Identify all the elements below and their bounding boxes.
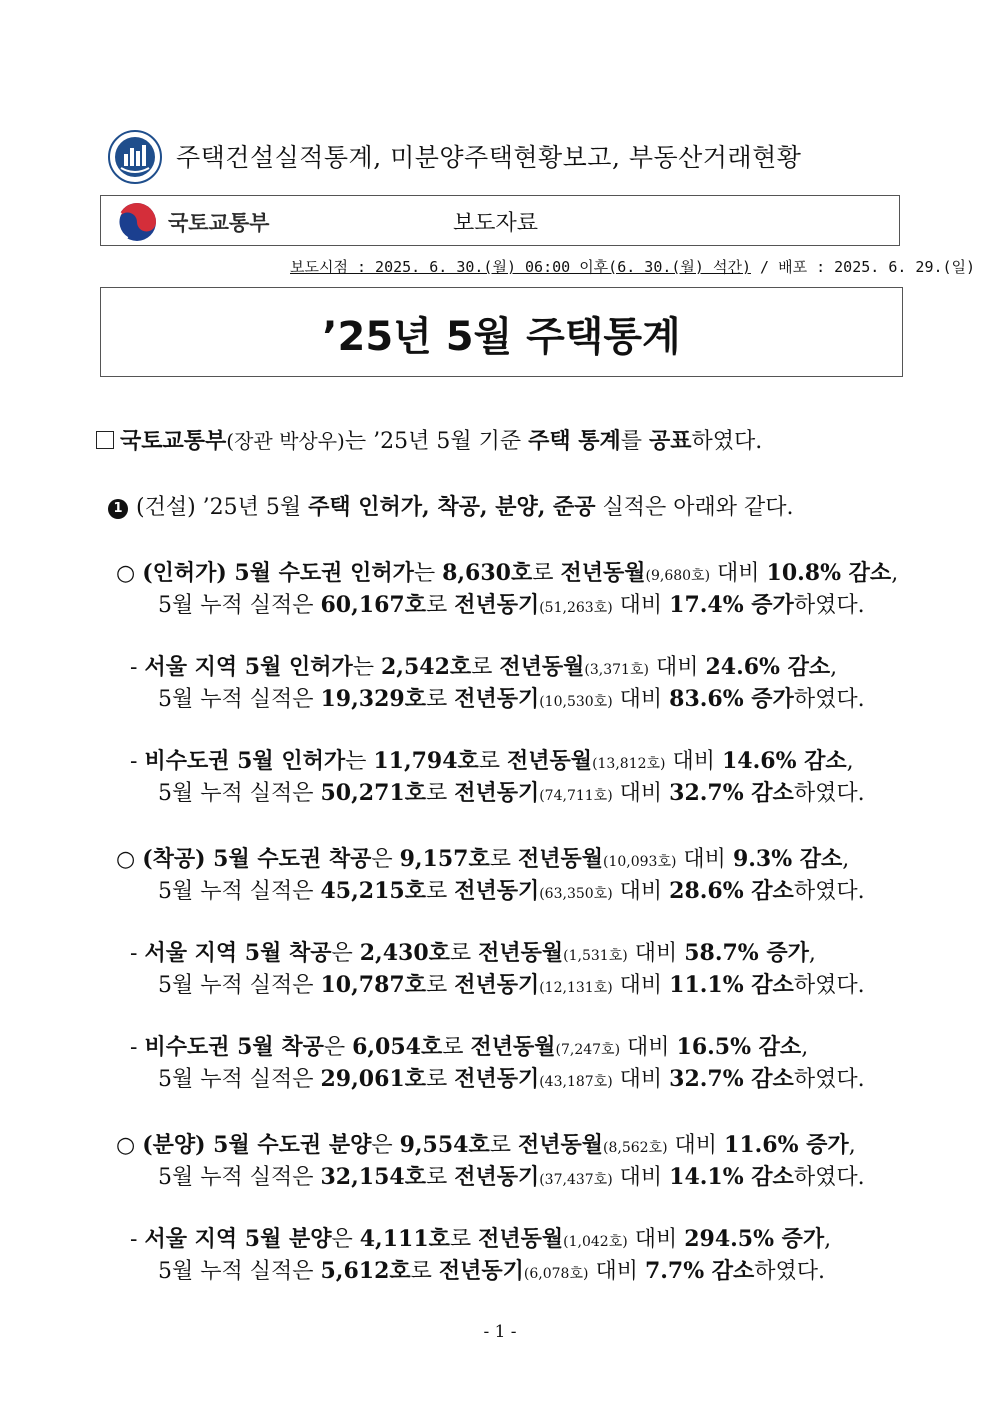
text-span: , — [830, 655, 838, 680]
item-cumulative-value: 19,329호 — [320, 686, 426, 712]
item-reference-value: (1,531호) — [563, 948, 628, 964]
item-3-line-1 — [116, 842, 849, 873]
text-span: 대비 — [710, 561, 767, 586]
item-cumulative-value: 10,787호 — [320, 972, 426, 998]
item-cumulative-value: 29,061호 — [320, 1066, 426, 1092]
distribution-date: / 배포 : 2025. 6. 29.(일) — [750, 258, 976, 276]
text-span: 대비 — [588, 1259, 645, 1284]
text-span: 하였다. — [793, 973, 865, 998]
text-span: 대비 — [627, 1227, 685, 1252]
press-release-label: 보도자료 — [453, 211, 539, 236]
text-span: 로 — [425, 879, 455, 904]
item-change: 7.7% 감소 — [644, 1258, 755, 1284]
text-span: 하였다. — [754, 1259, 826, 1284]
item-bullet: - — [130, 749, 145, 774]
item-cumulative-value: 50,271호 — [320, 780, 426, 806]
item-label: 비수도권 5월 착공 — [144, 1034, 324, 1060]
item-bullet: ○ — [116, 1133, 143, 1158]
item-value: 8,630호 — [442, 560, 533, 586]
text-span: 은 — [371, 1133, 400, 1158]
text-span: 대비 — [648, 655, 706, 680]
text-span: 은 — [331, 941, 360, 966]
statistics-korea-logo-icon — [108, 130, 162, 184]
item-reference: 전년동기 — [454, 780, 540, 806]
filled-circle-number-icon: 1 — [108, 499, 128, 519]
text-span: 로 — [478, 749, 508, 774]
ministry-name: 국토교통부 — [168, 211, 270, 235]
text-span: , — [808, 941, 816, 966]
text-span: 로 — [425, 781, 455, 806]
text-span: , — [842, 847, 850, 872]
item-7-line-2 — [158, 1254, 825, 1285]
item-reference-value: (37,437호) — [539, 1172, 613, 1188]
text-span: 5월 누적 실적은 — [158, 1165, 321, 1190]
release-info — [290, 256, 975, 277]
item-reference: 전년동기 — [454, 1066, 540, 1092]
text-span: 5월 누적 실적은 — [158, 1067, 321, 1092]
item-change: 11.6% 증가 — [724, 1132, 849, 1158]
text-span: 대비 — [676, 847, 733, 872]
text-span: 은 — [371, 847, 400, 872]
item-label: 비수도권 5월 인허가 — [144, 748, 346, 774]
document-title: ’25년 5월 주택통계 — [322, 314, 681, 360]
item-bullet: - — [130, 1035, 145, 1060]
text-span: 로 — [425, 1067, 455, 1092]
item-reference-value: (12,131호) — [539, 980, 613, 996]
item-reference: 전년동월 — [560, 560, 646, 586]
item-5-line-1 — [130, 1030, 808, 1061]
text-span: 하였다. — [793, 1165, 865, 1190]
item-change: 16.5% 감소 — [676, 1034, 802, 1060]
item-change: 10.8% 감소 — [766, 560, 892, 586]
item-4-line-2 — [158, 968, 865, 999]
release-time: 보도시점 : 2025. 6. 30.(월) 06:00 이후(6. 30.(월) 석간) — [290, 258, 751, 276]
text-span: 대비 — [627, 941, 685, 966]
text-span: 로 — [425, 973, 455, 998]
item-reference: 전년동기 — [454, 592, 540, 618]
text-span: 하였다. — [793, 1067, 865, 1092]
item-label: 서울 지역 5월 인허가 — [144, 654, 353, 680]
item-value: 11,794호 — [373, 748, 479, 774]
text-span: 로 — [449, 941, 479, 966]
item-reference-value: (51,263호) — [539, 600, 613, 616]
stats-title: 주택건설실적통계, 미분양주택현황보고, 부동산거래현황 — [176, 143, 802, 172]
text-span: 로 — [410, 1259, 439, 1284]
item-0-line-2 — [158, 588, 865, 619]
text-span: 대비 — [667, 1133, 725, 1158]
text-span: 하였다. — [793, 687, 865, 712]
text-span: 로 — [449, 1227, 479, 1252]
item-reference: 전년동기 — [438, 1258, 524, 1284]
item-6-line-1 — [116, 1128, 856, 1159]
text-span: 은 — [331, 1227, 360, 1252]
item-label: (인허가) 5월 수도권 인허가 — [142, 560, 414, 586]
item-change: 17.4% 증가 — [669, 592, 794, 618]
item-cumulative-value: 60,167호 — [320, 592, 426, 618]
text-span: 로 — [532, 561, 561, 586]
text-span: 5월 누적 실적은 — [158, 879, 321, 904]
text-span: 로 — [425, 687, 455, 712]
item-value: 9,157호 — [399, 846, 490, 872]
text-span: 로 — [489, 847, 518, 872]
item-reference-value: (13,812호) — [592, 756, 666, 772]
item-label: 서울 지역 5월 분양 — [144, 1226, 332, 1252]
item-value: 6,054호 — [352, 1034, 443, 1060]
item-change: 14.1% 감소 — [669, 1164, 794, 1190]
item-4-line-1 — [130, 936, 816, 967]
text-span: 는 — [352, 655, 381, 680]
item-1-line-1 — [130, 650, 837, 681]
item-reference: 전년동기 — [454, 878, 540, 904]
item-change: 58.7% 증가 — [684, 940, 809, 966]
item-value: 9,554호 — [399, 1132, 490, 1158]
item-change: 28.6% 감소 — [669, 878, 794, 904]
item-bullet: - — [130, 941, 145, 966]
item-reference-value: (9,680호) — [645, 568, 711, 584]
item-change: 14.6% 감소 — [722, 748, 847, 774]
item-reference-value: (3,371호) — [584, 662, 649, 678]
item-reference-value: (10,093호) — [603, 854, 677, 870]
item-reference: 전년동기 — [454, 686, 540, 712]
text-span: 대비 — [612, 1165, 670, 1190]
item-change: 32.7% 감소 — [669, 780, 794, 806]
text-span: , — [848, 1133, 856, 1158]
item-7-line-1 — [130, 1222, 831, 1253]
text-span: 로 — [471, 655, 500, 680]
item-reference-value: (10,530호) — [539, 694, 613, 710]
text-span: 은 — [323, 1035, 353, 1060]
item-change: 83.6% 증가 — [669, 686, 794, 712]
item-label: 서울 지역 5월 착공 — [144, 940, 332, 966]
text-span: 로 — [425, 1165, 455, 1190]
item-reference-value: (63,350호) — [539, 886, 613, 902]
section-1-heading: 1 (건설) ’25년 5월 주택 인허가, 착공, 분양, 준공 실적은 아래와 같다. — [108, 490, 794, 521]
text-span: 대비 — [612, 973, 670, 998]
item-bullet: - — [130, 1227, 145, 1252]
item-0-line-1 — [116, 556, 898, 587]
item-reference: 전년동월 — [517, 1132, 603, 1158]
item-5-line-2 — [158, 1062, 865, 1093]
item-reference: 전년동월 — [478, 1226, 564, 1252]
text-span: 로 — [442, 1035, 471, 1060]
text-span: 5월 누적 실적은 — [158, 973, 321, 998]
item-change: 24.6% 감소 — [705, 654, 831, 680]
item-change: 11.1% 감소 — [669, 972, 794, 998]
item-6-line-2 — [158, 1160, 865, 1191]
item-reference-value: (74,711호) — [539, 788, 613, 804]
text-span: , — [824, 1227, 832, 1252]
text-span: 대비 — [612, 879, 670, 904]
item-value: 2,542호 — [381, 654, 472, 680]
item-reference-value: (8,562호) — [603, 1140, 668, 1156]
text-span: 로 — [425, 593, 455, 618]
text-span: 5월 누적 실적은 — [158, 687, 321, 712]
text-span: 대비 — [665, 749, 722, 774]
text-span: 5월 누적 실적은 — [158, 781, 321, 806]
item-reference: 전년동월 — [517, 846, 603, 872]
item-reference-value: (6,078호) — [523, 1266, 589, 1282]
text-span: 는 — [413, 561, 443, 586]
item-reference: 전년동월 — [478, 940, 564, 966]
text-span: 대비 — [612, 1067, 670, 1092]
item-reference: 전년동기 — [454, 1164, 540, 1190]
item-cumulative-value: 32,154호 — [320, 1164, 426, 1190]
item-cumulative-value: 45,215호 — [320, 878, 426, 904]
item-change: 32.7% 감소 — [669, 1066, 794, 1092]
text-span: , — [891, 561, 899, 586]
item-reference-value: (7,247호) — [555, 1042, 621, 1058]
item-bullet: ○ — [116, 561, 143, 586]
item-label: (착공) 5월 수도권 착공 — [142, 846, 372, 872]
text-span: , — [801, 1035, 809, 1060]
item-value: 4,111호 — [359, 1226, 450, 1252]
text-span: 대비 — [612, 687, 670, 712]
item-reference: 전년동기 — [454, 972, 540, 998]
korea-government-taegeuk-logo-icon — [116, 201, 158, 243]
text-span: 하였다. — [793, 879, 865, 904]
text-span: 는 — [345, 749, 374, 774]
item-2-line-1 — [130, 744, 854, 775]
intro-paragraph: 국토교통부(장관 박상우)는 ’25년 5월 기준 주택 통계를 공표하였다. — [96, 424, 762, 455]
item-reference-value: (43,187호) — [539, 1074, 613, 1090]
item-change: 9.3% 감소 — [732, 846, 843, 872]
item-2-line-2 — [158, 776, 865, 807]
text-span: 로 — [489, 1133, 518, 1158]
text-span: 하였다. — [793, 593, 865, 618]
item-reference: 전년동월 — [499, 654, 585, 680]
item-change: 294.5% 증가 — [684, 1226, 825, 1252]
text-span: 5월 누적 실적은 — [158, 1259, 321, 1284]
item-3-line-2 — [158, 874, 865, 905]
page-number: - 1 - — [483, 1322, 517, 1342]
item-1-line-2 — [158, 682, 865, 713]
text-span: 대비 — [612, 593, 670, 618]
item-reference-value: (1,042호) — [563, 1234, 628, 1250]
text-span: 대비 — [612, 781, 670, 806]
text-span: 대비 — [620, 1035, 677, 1060]
item-label: (분양) 5월 수도권 분양 — [142, 1132, 372, 1158]
item-reference: 전년동월 — [507, 748, 593, 774]
square-bullet-icon — [96, 431, 114, 449]
text-span: 하였다. — [793, 781, 865, 806]
text-span: , — [846, 749, 854, 774]
text-span: 5월 누적 실적은 — [158, 593, 321, 618]
item-reference: 전년동월 — [470, 1034, 556, 1060]
item-cumulative-value: 5,612호 — [320, 1258, 411, 1284]
item-value: 2,430호 — [359, 940, 450, 966]
item-bullet: - — [130, 655, 145, 680]
item-bullet: ○ — [116, 847, 143, 872]
